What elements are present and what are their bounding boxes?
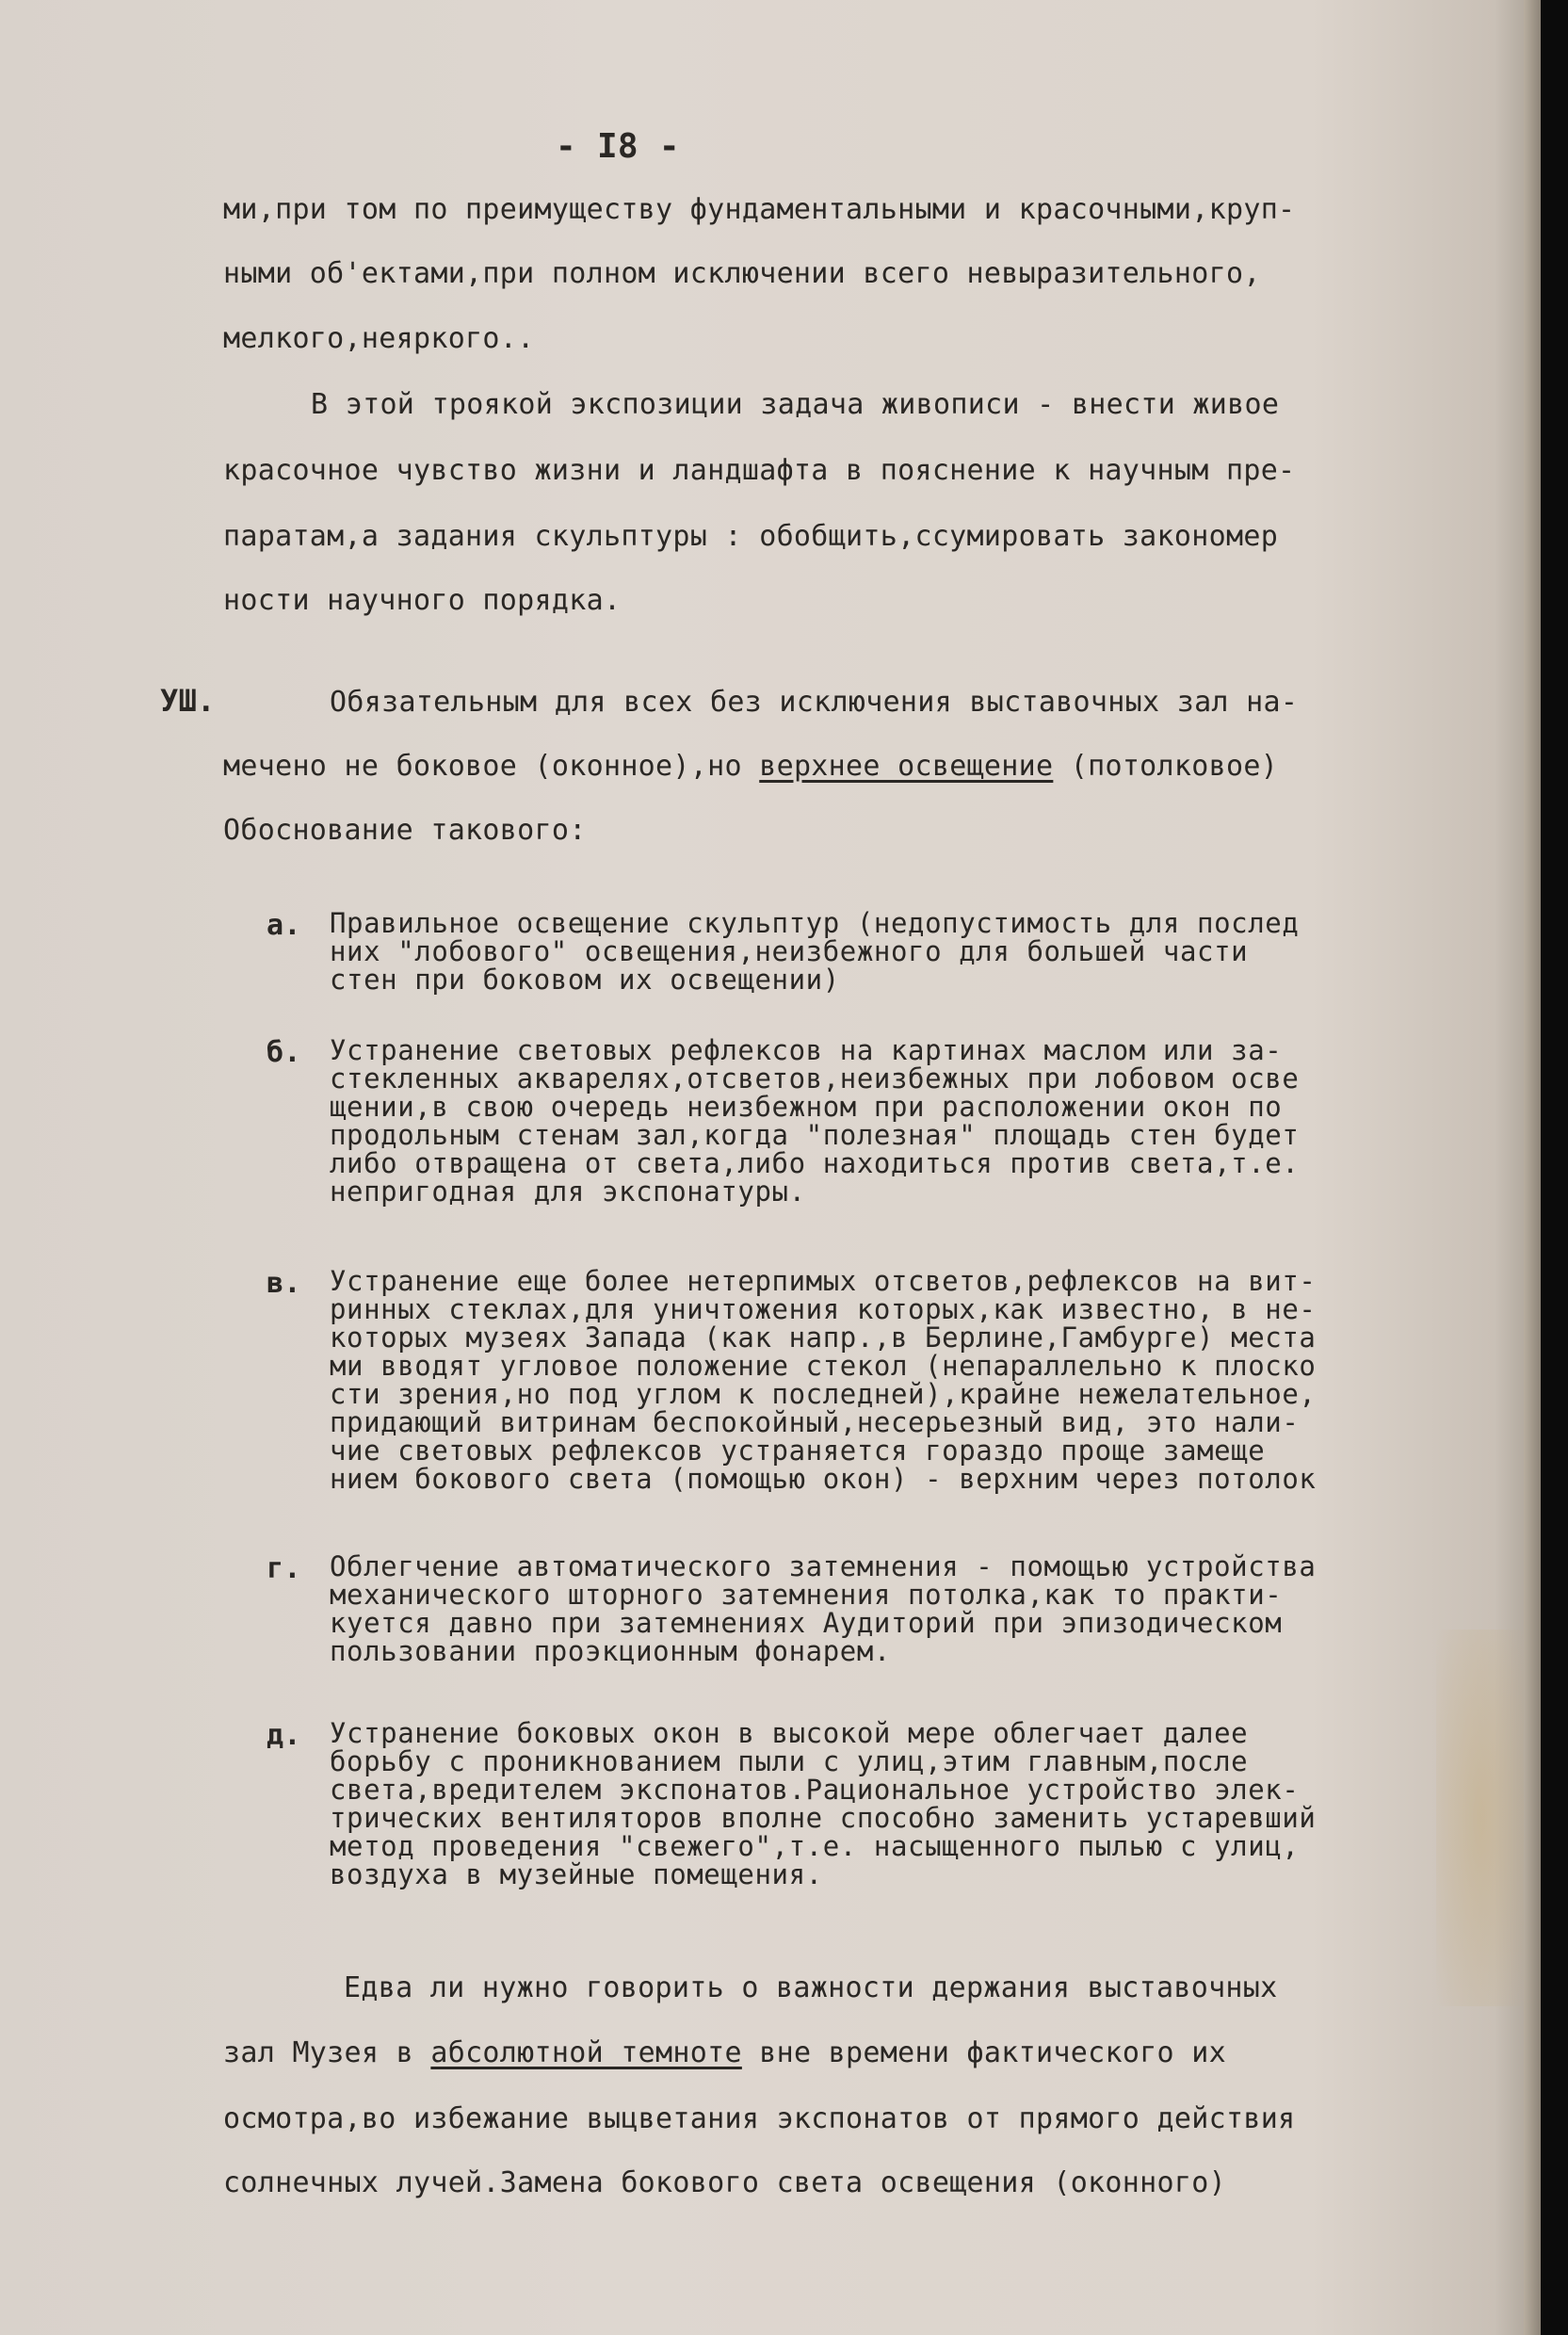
section-line-2 — [223, 750, 1278, 783]
underlined-term-top-lighting: верхнее освещение — [759, 750, 1054, 783]
paragraph-1-line-1: В этой троякой экспозиции задача живописи - внести живое — [311, 388, 1280, 421]
item-text-g: Облегчение автоматического затемнения - помощью устройства механического шторного затемнения потолка,как то практи- куется давно при затемнениях Аудиторий при эпизодическом пользовании проэкционным фонарем. — [330, 1550, 1317, 1667]
item-letter-v: в. — [267, 1267, 301, 1300]
section-line-3: Обоснование такового: — [223, 814, 587, 847]
closing-line-2-end: вне времени фактического их — [741, 2036, 1226, 2069]
closing-line-3: осмотра,во избежание выцветания экспонатов от прямого действия — [223, 2102, 1296, 2135]
item-text-v: Устранение еще более нетерпимых отсветов,рефлексов на вит- ринных стеклах,для уничтожения которых,как известно, в не- которых музеях Запада (как напр.,в Берлине,Гамбурге) места ми вводят угловое положение стекол (непараллельно к плоско сти зрения,но под углом к последней),крайне нежелательное, придающий витринам беспокойный,несерьезный вид, это нали- чие световых рефлексов устраняется гораздо проще замеще нием бокового света (помощью окон) - верхним через потолок — [330, 1265, 1317, 1495]
paragraph-1-line-4: ности научного порядка. — [223, 584, 622, 617]
underlined-term-absolute-darkness: абсолютной темноте — [430, 2036, 742, 2069]
section-line-2-end: (потолковое) — [1053, 750, 1279, 783]
page-number: - I8 - — [556, 127, 680, 166]
section-number: УШ. — [160, 683, 216, 719]
page-edge — [1524, 0, 1541, 2335]
item-text-d: Устранение боковых окон в высокой мере облегчает далее борьбу с проникнованием пыли с улиц,этим главным,после света,вредителем экспонатов.Рациональное устройство элек- трических вентиляторов вполне способно заменить устаревший метод проведения "свежего",т.е. насыщенного пылью с улиц, воздуха в музейные помещения. — [330, 1717, 1317, 1890]
section-line-1: Обязательным для всех без исключения выставочных зал на- — [330, 686, 1299, 719]
item-letter-a: а. — [267, 909, 301, 942]
paragraph-1-line-2: красочное чувство жизни и ландшафта в пояснение к научным пре- — [223, 454, 1296, 487]
item-letter-d: д. — [267, 1719, 301, 1752]
closing-line-1: Едва ли нужно говорить о важности держания выставочных — [344, 1971, 1278, 2004]
item-text-a: Правильное освещение скульптур (недопустимость для послед них "лобового" освещения,неизбежного для большей части стен при боковом их освещении) — [330, 907, 1300, 996]
closing-line-2-start: зал Музея в — [223, 2036, 431, 2069]
intro-line-3: мелкого,неяркого.. — [223, 322, 535, 355]
item-text-b: Устранение световых рефлексов на картинах маслом или за- стекленных акварелях,отсветов,неизбежных при лобовом осве щении,в свою очередь неизбежном при расположении окон по продольным стенам зал,когда "полезная" площадь стен будет либо отвращена от света,либо находиться против света,т.е. непригодная для экспонатуры. — [330, 1034, 1300, 1208]
closing-line-2 — [223, 2036, 1226, 2069]
item-letter-b: б. — [267, 1036, 301, 1069]
intro-line-1: ми,при том по преимуществу фундаментальными и красочными,круп- — [223, 193, 1296, 226]
intro-line-2: ными об'ектами,при полном исключении всего невыразительного, — [223, 257, 1261, 290]
closing-line-4: солнечных лучей.Замена бокового света освещения (оконного) — [223, 2166, 1226, 2199]
paragraph-1-line-3: паратам,а задания скульптуры : обобщить,ссумировать закономер — [223, 520, 1279, 553]
item-letter-g: г. — [267, 1552, 301, 1585]
section-line-2-start: мечено не боковое (оконное),но — [223, 750, 760, 783]
